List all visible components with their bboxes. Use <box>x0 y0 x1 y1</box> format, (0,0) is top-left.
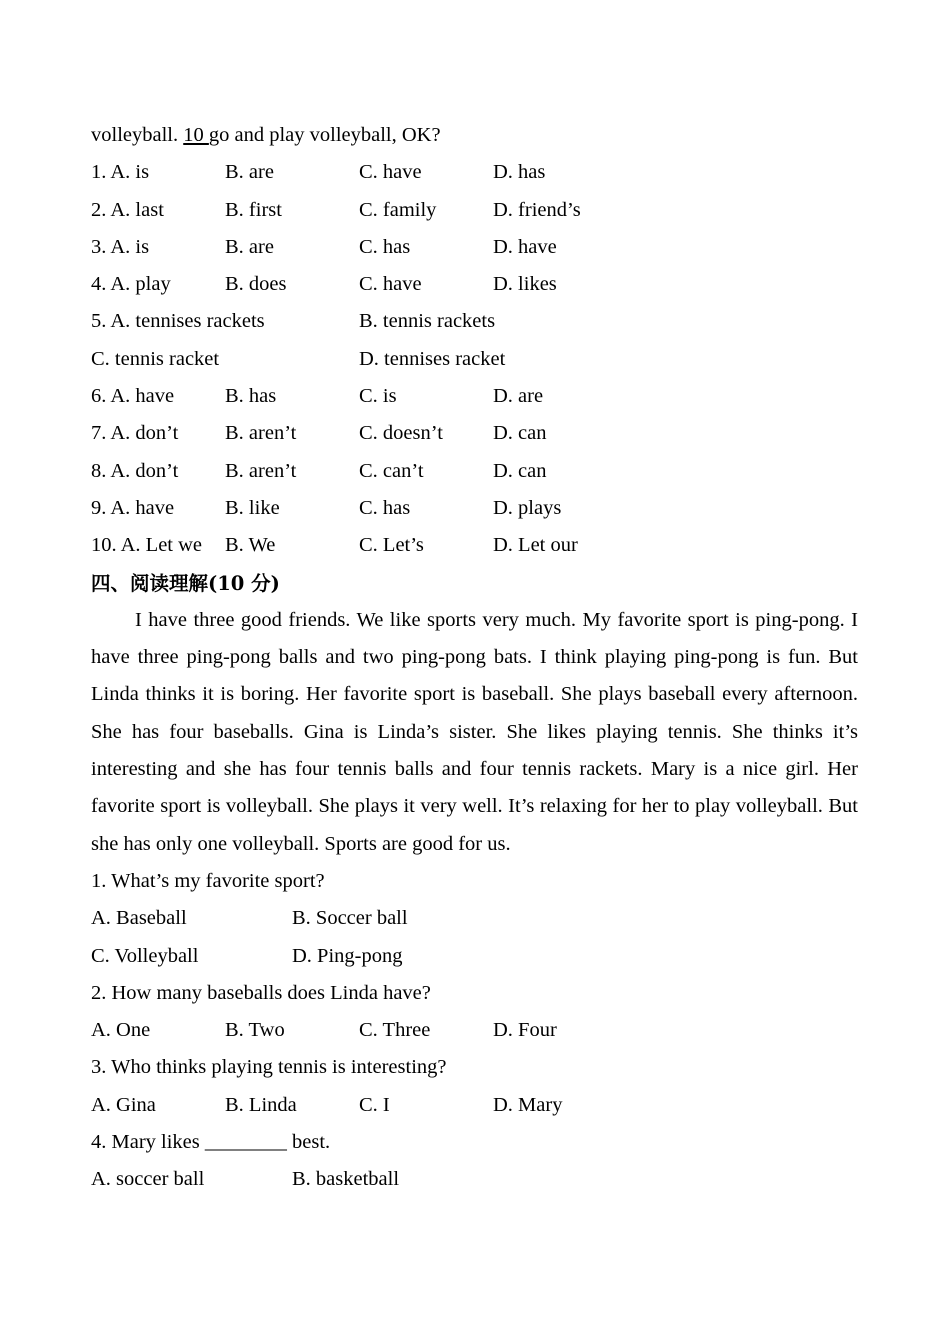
option-c: C. has <box>359 235 411 258</box>
option-b: B. Soccer ball <box>292 907 408 930</box>
option-d: D. can <box>493 459 547 482</box>
cloze-question-7 <box>91 415 858 452</box>
option-c: C. tennis racket <box>91 347 220 370</box>
reading-question-2: 2. How many baseballs does Linda have? <box>91 981 431 1004</box>
option-a: A. One <box>91 1019 151 1042</box>
option-a: A. Baseball <box>91 907 187 930</box>
reading-question-4-options <box>91 1161 858 1198</box>
reading-question-4: 4. Mary likes ________ best. <box>91 1131 331 1154</box>
reading-question-1-options-row-1 <box>91 900 858 937</box>
reading-question-2-options <box>91 1012 858 1049</box>
option-c: C. doesn’t <box>359 422 443 445</box>
option-d: D. Four <box>493 1019 557 1042</box>
option-c: C. family <box>359 198 437 221</box>
cloze-question-5-row-2 <box>91 341 858 378</box>
reading-question-1: 1. What’s my favorite sport? <box>91 869 325 892</box>
option-d: D. Mary <box>493 1093 563 1116</box>
cloze-question-1 <box>91 154 858 191</box>
option-d: D. can <box>493 422 547 445</box>
cloze-question-2 <box>91 192 858 229</box>
reading-question-1-options-row-2 <box>91 938 858 975</box>
option-d: D. tennises racket <box>359 347 506 370</box>
option-a: A. soccer ball <box>91 1168 205 1191</box>
option-c: C. Three <box>359 1019 431 1042</box>
option-c: C. is <box>359 385 397 408</box>
option-b: B. Two <box>225 1019 285 1042</box>
option-a: 7. A. don’t <box>91 422 179 445</box>
cloze-question-8 <box>91 453 858 490</box>
option-a: A. Gina <box>91 1093 156 1116</box>
option-b: B. aren’t <box>225 459 297 482</box>
cloze-question-3 <box>91 229 858 266</box>
cloze-question-6 <box>91 378 858 415</box>
option-a: 3. A. is <box>91 235 150 258</box>
option-a: 8. A. don’t <box>91 459 179 482</box>
reading-question-3-options <box>91 1087 858 1124</box>
option-b: B. basketball <box>292 1168 400 1191</box>
cloze-question-9 <box>91 490 858 527</box>
option-c: C. has <box>359 496 411 519</box>
option-a: 6. A. have <box>91 385 175 408</box>
option-a: 5. A. tennises rackets <box>91 310 265 333</box>
option-c: C. I <box>359 1093 390 1116</box>
option-b: B. tennis rackets <box>359 310 496 333</box>
document-page <box>91 117 858 1199</box>
option-b: B. has <box>225 385 277 408</box>
option-d: D. have <box>493 235 557 258</box>
option-d: D. has <box>493 161 546 184</box>
option-a: 2. A. last <box>91 198 164 221</box>
option-b: B. aren’t <box>225 422 297 445</box>
option-a: 10. A. Let we <box>91 534 203 557</box>
cloze-tail-line <box>91 117 858 154</box>
option-c: C. have <box>359 273 422 296</box>
cloze-tail-before: volleyball. <box>91 124 184 146</box>
option-b: B. like <box>225 496 280 519</box>
option-c: C. Volleyball <box>91 944 199 967</box>
option-d: D. Let our <box>493 534 578 557</box>
cloze-question-4 <box>91 266 858 303</box>
option-d: D. likes <box>493 273 557 296</box>
option-d: D. are <box>493 385 544 408</box>
option-c: C. can’t <box>359 459 424 482</box>
option-b: B. first <box>225 198 282 221</box>
reading-passage: I have three good friends. We like sports very much. My favorite sport is ping-pong. I have three ping-pong balls and two ping-pong bats. I think playing ping-pong is fun. But Linda thinks it is boring. Her favorite sport is baseball. She plays baseball every afternoon. She has four baseballs. Gina is Linda’s sister. She likes playing tennis. She thinks it’s interesting and she has four tennis balls and four tennis rackets. Mary is a nice girl. Her favorite sport is volleyball. She plays it very well. It’s relaxing for her to play volleyball. But she has only one volleyball. Sports are good for us. <box>91 608 858 855</box>
option-a: 4. A. play <box>91 273 171 296</box>
cloze-question-5-row-1 <box>91 303 858 340</box>
option-d: D. plays <box>493 496 562 519</box>
option-b: B. are <box>225 235 274 258</box>
option-a: 1. A. is <box>91 161 150 184</box>
option-b: B. We <box>225 534 276 557</box>
option-d: D. friend’s <box>493 198 581 221</box>
option-b: B. does <box>225 273 287 296</box>
cloze-blank-10: 10 <box>183 124 209 146</box>
option-b: B. are <box>225 161 274 184</box>
option-c: C. Let’s <box>359 534 424 557</box>
reading-question-3: 3. Who thinks playing tennis is interesting? <box>91 1056 447 1079</box>
option-a: 9. A. have <box>91 496 175 519</box>
cloze-question-10 <box>91 527 858 564</box>
option-c: C. have <box>359 161 422 184</box>
cloze-tail-after: go and play volleyball, OK? <box>208 124 441 146</box>
option-d: D. Ping-pong <box>292 944 403 967</box>
section-heading-reading: 四、阅读理解(10 分) <box>91 571 280 595</box>
option-b: B. Linda <box>225 1093 297 1116</box>
